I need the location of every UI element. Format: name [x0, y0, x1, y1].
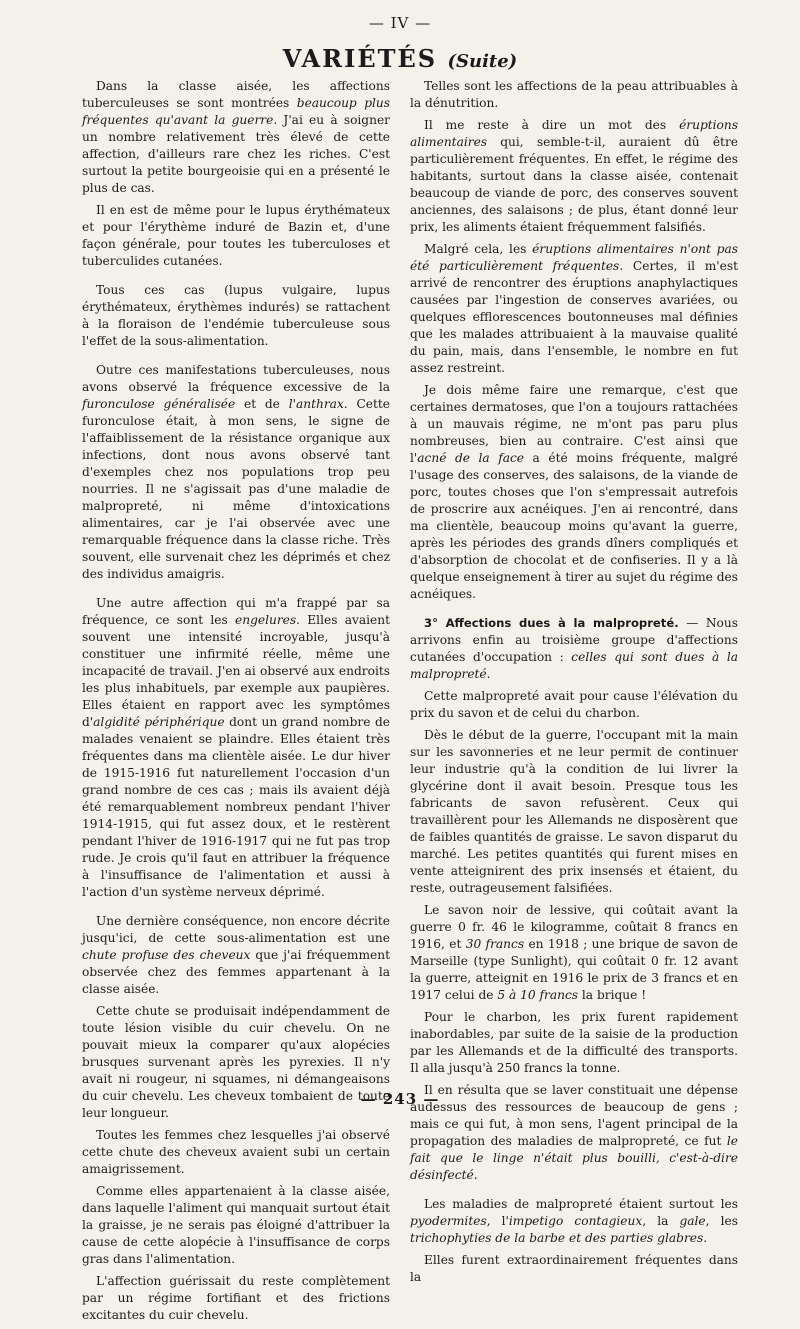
section-title-main: VARIÉTÉS: [282, 44, 438, 73]
paragraph: Les maladies de malpropreté étaient surtout les pyodermites, l'impetigo contagieux, la gale, les trichophyties de la barbe et des parties glabres.: [410, 1197, 738, 1245]
paragraph: Une dernière conséquence, non encore décrite jusqu'ici, de cette sous-alimentation est une chute profuse des cheveux que j'ai fréquemment observée chez des femmes appartenant à la classe aisée.: [82, 914, 391, 996]
section-heading: 3° Affections dues à la malpropreté.: [424, 616, 679, 630]
paragraph: Outre ces manifestations tuberculeuses, nous avons observé la fréquence excessive de la furonculose généralisée et de l'anthrax. Cette furonculose était, à mon sens, le signe de l'affaiblissement de la résistance organique aux infections, dont nous avons observé tant d'exemples chez nos populations trop peu nourries. Il ne s'agissait pas d'une maladie de malpropreté, ni même d'intoxications alimentaires, car je l'ai observée avec une remarquable fréquence dans la classe riche. Très souvent, elle survenait chez les déprimés et chez des individus amaigris.: [82, 363, 390, 581]
paragraph: Dans la classe aisée, les affections tuberculeuses se sont montrées beaucoup plus fréquentes qu'avant la guerre. J'ai eu à soigner un nombre relativement très élevé de cette affection, d'ailleurs rare chez les riches. C'est surtout la petite bourgeoisie qui en a présenté le plus de cas.: [82, 79, 390, 195]
paragraph: Toutes les femmes chez lesquelles j'ai observé cette chute des cheveux avaient subi un certain amaigrissement.: [82, 1128, 390, 1176]
paragraph: Elles furent extraordinairement fréquentes dans la: [410, 1253, 738, 1284]
paragraph: Cette malpropreté avait pour cause l'élévation du prix du savon et de celui du charbon.: [410, 689, 738, 720]
paragraph: Comme elles appartenaient à la classe aisée, dans laquelle l'aliment qui manquait surtout était la graisse, je ne serais pas éloigné d'attribuer la cause de cette alopécie à l'insuffisance de corps gras dans l'alimentation.: [82, 1184, 390, 1266]
left-column: [82, 78, 390, 1329]
paragraph: Il me reste à dire un mot des éruptions alimentaires qui, semble-t-il, auraient dû être particulièrement fréquentes. En effet, le régime des habitants, surtout dans la classe aisée, contenait beaucoup de viande de porc, des conserves souvent anciennes, des salaisons ; de plus, étant donné leur prix, les aliments étaient fréquemment falsifiés.: [410, 118, 738, 234]
section-title-suite: (Suite): [447, 51, 518, 72]
paragraph: L'affection guérissait du reste complètement par un régime fortifiant et des frictions excitantes du cuir chevelu.: [82, 1274, 390, 1322]
paragraph-heading: 3° Affections dues à la malpropreté. — Nous arrivons enfin au troisième groupe d'affections cutanées d'occupation : celles qui sont dues à la malpropreté.: [410, 616, 738, 681]
paragraph: Pour le charbon, les prix furent rapidement inabordables, par suite de la saisie de la production par les Allemands et de la difficulté des transports. Il alla jusqu'à 250 francs la tonne.: [410, 1010, 738, 1075]
paragraph: Tous ces cas (lupus vulgaire, lupus érythémateux, érythèmes indurés) se rattachent à la floraison de l'endémie tuberculeuse sous l'effet de la sous-alimentation.: [82, 283, 390, 348]
page-number-top: — IV —: [368, 14, 432, 32]
paragraph: Il en est de même pour le lupus érythémateux et pour l'érythème induré de Bazin et, d'une façon générale, pour toutes les tuberculoses et tuberculides cutanées.: [82, 203, 390, 268]
right-column: [410, 78, 738, 1291]
paragraph: Il en résulta que se laver constituait une dépense audessus des ressources de beaucoup de gens ; mais ce qui fut, à mon sens, l'agent principal de la propagation des maladies de malpropreté, ce fut le fait que le linge n'était plus bouilli, c'est-à-dire désinfecté.: [410, 1083, 738, 1182]
paragraph: Dès le début de la guerre, l'occupant mit la main sur les savonneries et ne leur permit de continuer leur industrie qu'à la condition de lui livrer la glycérine dont il avait besoin. Presque tous les fabricants de savon refusèrent. Ceux qui travaillèrent pour les Allemands ne disposèrent que de faibles quantités de graisse. Le savon disparut du marché. Les petites quantités qui furent mises en vente atteignirent des prix insensés et étaient, du reste, outrageusement falsifiées.: [410, 728, 738, 895]
paragraph: Telles sont les affections de la peau attribuables à la dénutrition.: [410, 79, 738, 110]
section-title: [0, 44, 800, 73]
paragraph: Je dois même faire une remarque, c'est que certaines dermatoses, que l'on a toujours rattachées à un mauvais régime, ne m'ont pas paru plus nombreuses, bien au contraire. C'est ainsi que l'acné de la face a été moins fréquente, malgré l'usage des conserves, des salaisons, de la viande de porc, toutes choses que l'on s'empressait autrefois de proscrire aux acnéiques. J'en ai rencontré, dans ma clientèle, beaucoup moins qu'avant la guerre, après les périodes des grands dîners compliqués et d'absorption de chocolat et de confiseries. Il y a là quelque enseignement à tirer au sujet du régime des acnéiques.: [410, 383, 738, 601]
page-number-bottom: — 243 —: [360, 1090, 440, 1108]
paragraph: Une autre affection qui m'a frappé par sa fréquence, ce sont les engelures. Elles avaient souvent une intensité incroyable, jusqu'à constituer une infirmité réelle, même une incapacité de travail. J'en ai observé aux endroits les plus inhabituels, par exemple aux paupières. Elles étaient en rapport avec les symptômes d'algidité périphérique dont un grand nombre de malades venaient se plaindre. Elles étaient très fréquentes dans ma clientèle aisée. Le dur hiver de 1915-1916 fut naturellement l'occasion d'un grand nombre de ces cas ; mais ils avaient déjà été remarquablement nombreux pendant l'hiver 1914-1915, qui fut assez doux, et le restèrent pendant l'hiver de 1916-1917 qui ne fut pas trop rude. Je crois qu'il faut en attribuer la fréquence à l'insuffisance de l'alimentation et aussi à l'action d'un système nerveux déprimé.: [82, 596, 390, 899]
paragraph: Malgré cela, les éruptions alimentaires n'ont pas été particulièrement fréquentes. Certes, il m'est arrivé de rencontrer des éruptions anaphylactiques causées par l'ingestion de conserves avariées, ou quelques efflorescences boutonneuses mal définies que les malades attribuaient à la mauvaise qualité du pain, mais, dans l'ensemble, le nombre en fut assez restreint.: [410, 242, 739, 375]
paragraph: Le savon noir de lessive, qui coûtait avant la guerre 0 fr. 46 le kilogramme, coûtait 8 francs en 1916, et 30 francs en 1918 ; une brique de savon de Marseille (type Sunlight), qui coûtait 0 fr. 12 avant la guerre, atteignit en 1916 le prix de 3 francs et en 1917 celui de 5 à 10 francs la brique !: [410, 903, 738, 1002]
paragraph: Cette chute se produisait indépendamment de toute lésion visible du cuir chevelu. On ne pouvait mieux la comparer qu'aux alopécies brusques survenant après les pyrexies. Il n'y avait ni rougeur, ni squames, ni démangeaisons du cuir chevelu. Les cheveux tombaient de toute leur longueur.: [82, 1004, 390, 1120]
